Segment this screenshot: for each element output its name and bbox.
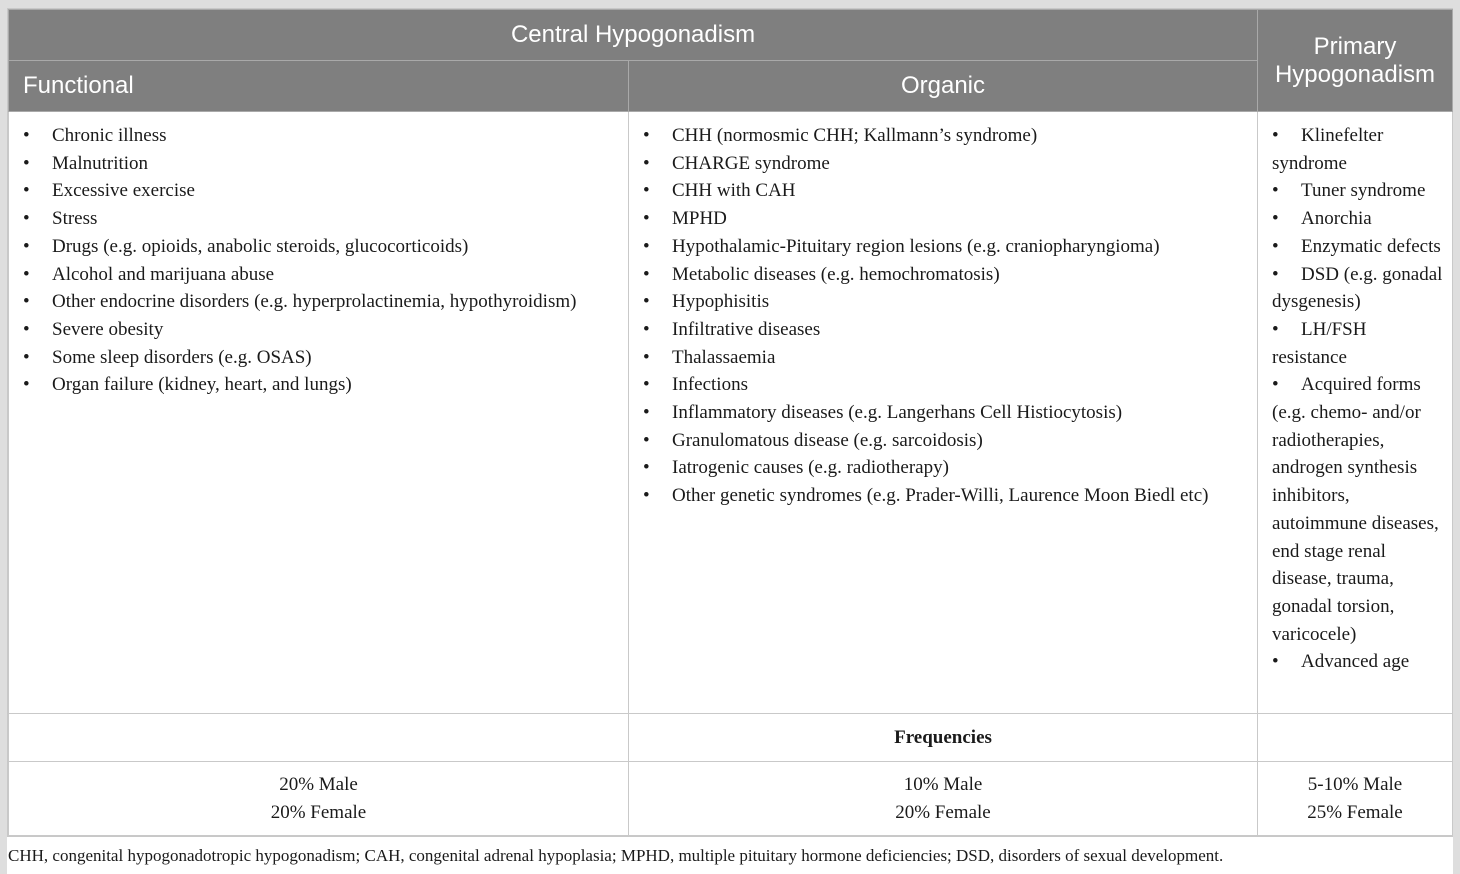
list-item bbox=[23, 150, 620, 178]
list-item bbox=[643, 233, 1249, 261]
bullet-icon: • bbox=[23, 346, 30, 368]
list-item bbox=[23, 177, 620, 205]
list-item bbox=[643, 261, 1249, 289]
list-item-text: DSD (e.g. gonadal dysgenesis) bbox=[1272, 263, 1443, 313]
organic-header: Organic bbox=[629, 61, 1258, 112]
bullet-icon: • bbox=[643, 457, 650, 479]
bullet-icon: • bbox=[23, 291, 30, 313]
list-item bbox=[643, 288, 1249, 316]
classification-table bbox=[7, 8, 1453, 837]
bullet-icon: • bbox=[23, 152, 30, 174]
list-item bbox=[643, 344, 1249, 372]
functional-header: Functional bbox=[9, 61, 629, 112]
list-item bbox=[643, 150, 1249, 178]
list-item-text: CHH (normosmic CHH; Kallmann’s syndrome) bbox=[672, 125, 1038, 146]
list-item bbox=[1272, 261, 1444, 316]
bullet-icon: • bbox=[643, 152, 650, 174]
primary-causes-cell bbox=[1258, 112, 1453, 714]
list-item-text: Metabolic diseases (e.g. hemochromatosis) bbox=[672, 263, 1000, 285]
list-item bbox=[1272, 648, 1444, 676]
bullet-icon: • bbox=[643, 346, 650, 368]
list-item bbox=[643, 316, 1249, 344]
list-item-text: Severe obesity bbox=[52, 318, 164, 340]
hypogonadism-table bbox=[8, 9, 1453, 836]
bullet-icon: • bbox=[1272, 208, 1279, 230]
list-item-text: LH/FSH resistance bbox=[1272, 318, 1367, 368]
list-item-text: CHARGE syndrome bbox=[672, 152, 830, 174]
bullet-icon: • bbox=[643, 485, 650, 507]
list-item-text: Enzymatic defects bbox=[1301, 235, 1441, 257]
primary-female-frequency: 25% Female bbox=[1307, 801, 1403, 823]
functional-list bbox=[23, 122, 620, 399]
list-item bbox=[1272, 205, 1444, 233]
list-item bbox=[643, 482, 1249, 510]
list-item bbox=[1272, 371, 1444, 648]
organic-female-frequency: 20% Female bbox=[895, 801, 991, 823]
list-item-text: Thalassaemia bbox=[672, 346, 776, 368]
list-item-text: Other endocrine disorders (e.g. hyperprolactinemia, hypothyroidism) bbox=[52, 291, 577, 313]
functional-female-frequency: 20% Female bbox=[270, 801, 367, 823]
list-item-text: Klinefelter syndrome bbox=[1272, 125, 1384, 174]
list-item bbox=[23, 344, 620, 372]
frequencies-label: Frequencies bbox=[629, 714, 1258, 762]
bullet-icon: • bbox=[1272, 235, 1279, 257]
bullet-icon: • bbox=[643, 429, 650, 451]
list-item-text: Iatrogenic causes (e.g. radiotherapy) bbox=[672, 457, 949, 479]
list-item bbox=[23, 233, 620, 261]
list-item-text: Some sleep disorders (e.g. OSAS) bbox=[52, 346, 312, 368]
list-item bbox=[23, 371, 620, 399]
header-row-sub bbox=[9, 61, 1453, 112]
bullet-icon: • bbox=[1272, 180, 1279, 202]
primary-frequency bbox=[1258, 762, 1453, 836]
bullet-icon: • bbox=[643, 402, 650, 424]
list-item bbox=[1272, 316, 1444, 371]
frequencies-empty-right bbox=[1258, 714, 1453, 762]
frequencies-label-row bbox=[9, 714, 1453, 762]
header-row-top bbox=[9, 10, 1453, 61]
list-item-text: Infiltrative diseases bbox=[672, 318, 821, 340]
list-item bbox=[643, 371, 1249, 399]
list-item bbox=[1272, 122, 1444, 177]
primary-hypogonadism-header: Primary Hypogonadism bbox=[1258, 10, 1453, 112]
frequencies-values-row bbox=[9, 762, 1453, 836]
primary-male-frequency: 5-10% Male bbox=[1307, 773, 1403, 795]
bullet-icon: • bbox=[643, 263, 650, 285]
list-item-text: Hypothalamic-Pituitary region lesions (e.g. craniopharyngioma) bbox=[672, 235, 1160, 257]
organic-male-frequency: 10% Male bbox=[903, 773, 983, 795]
primary-list bbox=[1272, 122, 1444, 676]
list-item-text: Tuner syndrome bbox=[1301, 180, 1426, 202]
list-item-text: Infections bbox=[672, 374, 748, 396]
bullet-icon: • bbox=[643, 291, 650, 313]
central-hypogonadism-header: Central Hypogonadism bbox=[9, 10, 1258, 61]
list-item-text: Alcohol and marijuana abuse bbox=[52, 263, 275, 285]
bullet-icon: • bbox=[643, 125, 650, 146]
list-item bbox=[643, 122, 1249, 150]
frequencies-empty-left bbox=[9, 714, 629, 762]
list-item bbox=[23, 316, 620, 344]
list-item-text: CHH with CAH bbox=[672, 180, 796, 202]
bullet-icon: • bbox=[1272, 651, 1279, 673]
bullet-icon: • bbox=[643, 208, 650, 230]
functional-male-frequency: 20% Male bbox=[279, 773, 358, 795]
list-item bbox=[23, 261, 620, 289]
bullet-icon: • bbox=[23, 180, 30, 202]
bullet-icon: • bbox=[23, 208, 30, 230]
list-item bbox=[23, 288, 620, 316]
bullet-icon: • bbox=[23, 235, 30, 257]
list-item-text: MPHD bbox=[672, 208, 727, 230]
functional-causes-cell bbox=[9, 112, 629, 714]
list-item-text: Excessive exercise bbox=[52, 180, 195, 202]
organic-frequency bbox=[629, 762, 1258, 836]
bullet-icon: • bbox=[1272, 374, 1279, 396]
list-item-text: Hypophisitis bbox=[672, 291, 770, 313]
list-item-text: Inflammatory diseases (e.g. Langerhans Cell Histiocytosis) bbox=[672, 402, 1123, 424]
list-item-text: Acquired forms (e.g. chemo- and/or radiotherapies, androgen synthesis inhibitors, autoimmune diseases, end stage renal disease, trauma, gonadal torsion, varicocele) bbox=[1272, 374, 1439, 645]
organic-list bbox=[643, 122, 1249, 510]
organic-causes-cell bbox=[629, 112, 1258, 714]
list-item-text: Granulomatous disease (e.g. sarcoidosis) bbox=[672, 429, 983, 451]
list-item-text: Chronic illness bbox=[52, 125, 167, 146]
bullet-icon: • bbox=[643, 235, 650, 257]
list-item-text: Drugs (e.g. opioids, anabolic steroids, glucocorticoids) bbox=[52, 235, 469, 257]
list-item bbox=[1272, 233, 1444, 261]
list-item bbox=[643, 177, 1249, 205]
list-item bbox=[643, 454, 1249, 482]
list-item-text: Organ failure (kidney, heart, and lungs) bbox=[52, 374, 352, 396]
list-item bbox=[1272, 177, 1444, 205]
bullet-icon: • bbox=[23, 125, 30, 146]
bullet-icon: • bbox=[23, 263, 30, 285]
list-item-text: Other genetic syndromes (e.g. Prader-Willi, Laurence Moon Biedl etc) bbox=[672, 485, 1209, 507]
list-item-text: Advanced age bbox=[1301, 651, 1410, 673]
list-item-text: Malnutrition bbox=[52, 152, 149, 174]
list-item bbox=[643, 427, 1249, 455]
list-item bbox=[23, 122, 620, 150]
bullet-icon: • bbox=[1272, 263, 1279, 285]
bullet-icon: • bbox=[643, 374, 650, 396]
bullet-icon: • bbox=[23, 374, 30, 396]
list-item-text: Anorchia bbox=[1301, 208, 1372, 230]
bullet-icon: • bbox=[1272, 125, 1279, 146]
bullet-icon: • bbox=[23, 318, 30, 340]
list-item bbox=[643, 399, 1249, 427]
bullet-icon: • bbox=[643, 180, 650, 202]
list-item bbox=[643, 205, 1249, 233]
list-item bbox=[23, 205, 620, 233]
bullet-icon: • bbox=[643, 318, 650, 340]
list-item-text: Stress bbox=[52, 208, 98, 230]
functional-frequency bbox=[9, 762, 629, 836]
bullet-icon: • bbox=[1272, 318, 1279, 340]
causes-row bbox=[9, 112, 1453, 714]
table-footnote: CHH, congenital hypogonadotropic hypogonadism; CAH, congenital adrenal hypoplasia; MPHD, multiple pituitary hormone deficiencies; DSD, disorders of sexual development. bbox=[7, 837, 1453, 874]
